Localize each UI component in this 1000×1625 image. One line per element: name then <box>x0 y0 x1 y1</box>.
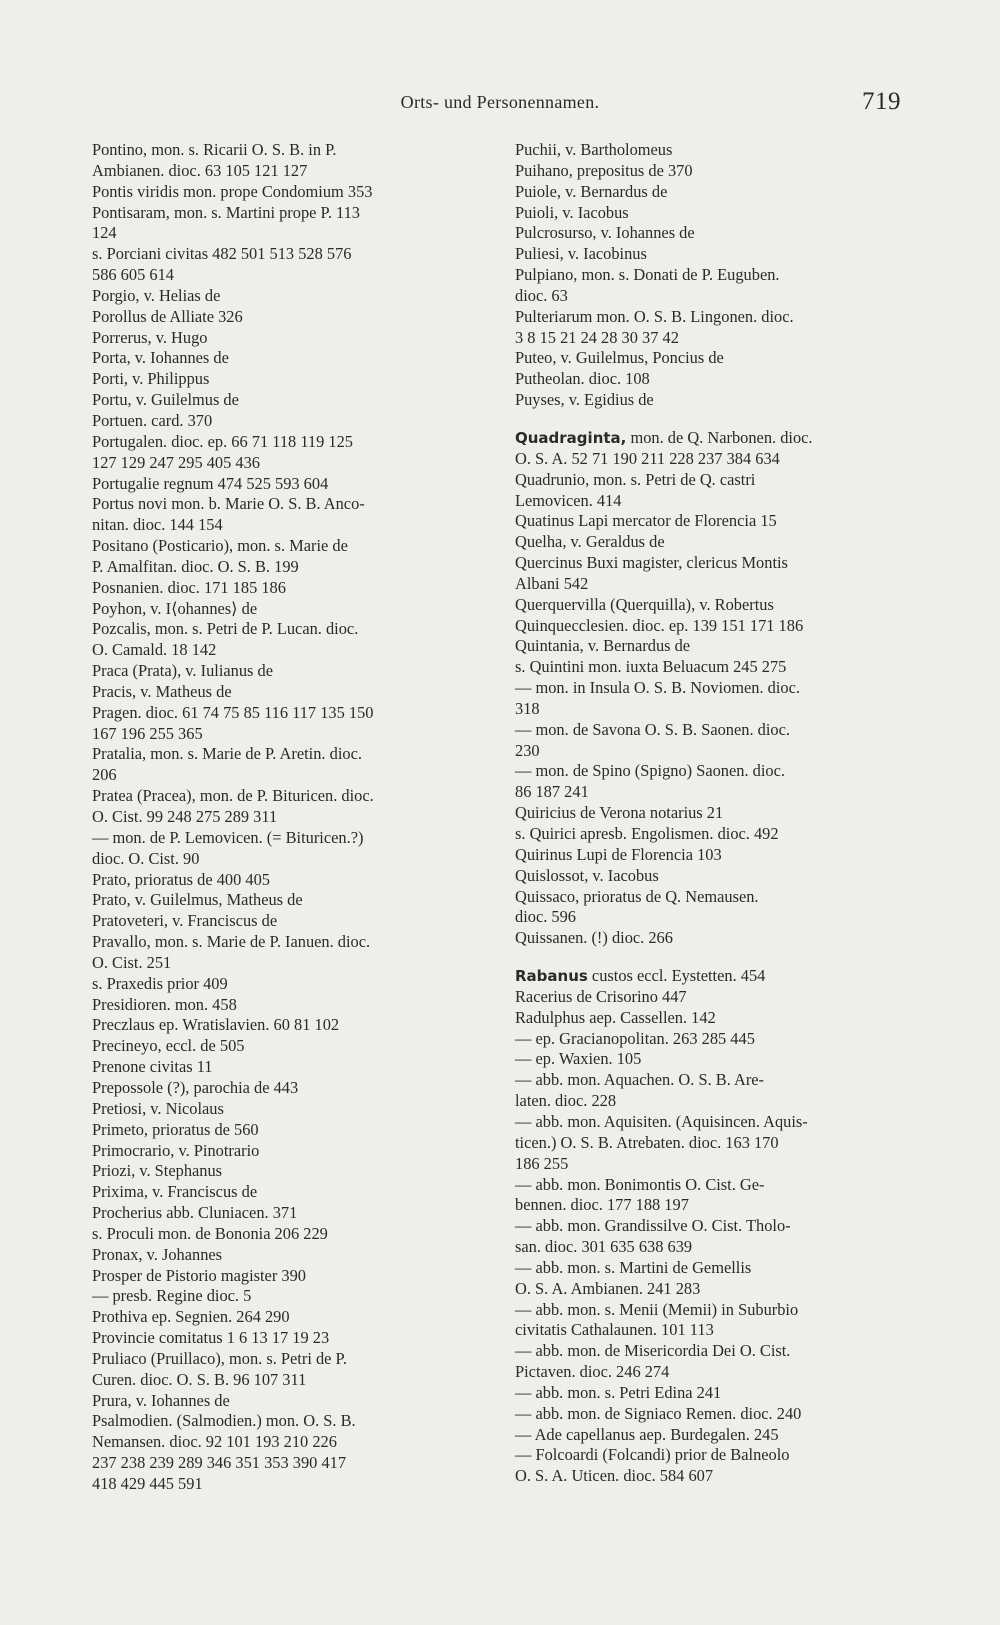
index-entry-line: dioc. 63 <box>515 285 568 305</box>
index-entry-line: Nemansen. dioc. 92 101 193 210 226 <box>92 1432 337 1452</box>
index-entry-line: Quiricius de Verona notarius 21 <box>515 803 724 823</box>
index-entry-line: s. Proculi mon. de Bononia 206 229 <box>92 1223 328 1243</box>
index-entry-line: — ep. Gracianopolitan. 263 285 445 <box>515 1028 755 1048</box>
index-entry <box>515 803 913 824</box>
index-entry <box>515 307 913 349</box>
page-number: 719 <box>862 88 901 115</box>
index-entry-line <box>515 966 913 987</box>
index-entry-line: Quirinus Lupi de Florencia 103 <box>515 844 722 864</box>
index-entry <box>515 720 913 762</box>
index-entry <box>92 1036 502 1057</box>
index-entry <box>92 661 502 682</box>
index-entry-line: dioc. O. Cist. 90 <box>92 848 200 868</box>
index-entry <box>515 1258 913 1300</box>
index-entry <box>92 1120 502 1141</box>
index-entry-line: Pontisaram, mon. s. Martini prope P. 113 <box>92 202 361 222</box>
index-entry-line: Primocrario, v. Pinotrario <box>92 1140 260 1160</box>
index-entry <box>92 1245 502 1266</box>
index-entry-line: Porti, v. Philippus <box>92 369 210 389</box>
index-entry <box>92 1182 502 1203</box>
index-entry <box>92 890 502 911</box>
index-entry-line: Prothiva ep. Segnien. 264 290 <box>92 1307 290 1327</box>
index-entry-line: Pragen. dioc. 61 74 75 85 116 117 135 150 <box>92 702 374 722</box>
index-entry-line: dioc. 596 <box>515 907 577 927</box>
index-entry-line: — mon. de P. Lemovicen. (= Bituricen.?) <box>92 827 364 847</box>
index-entry <box>92 1286 502 1307</box>
index-entry-line: Pratoveteri, v. Franciscus de <box>92 911 278 931</box>
index-entry <box>515 1112 913 1175</box>
index-entry <box>515 265 913 307</box>
index-entry <box>515 987 913 1008</box>
index-entry-line: — abb. mon. s. Menii (Memii) in Suburbio <box>515 1299 799 1319</box>
index-entry <box>92 432 502 474</box>
index-entry-line: Curen. dioc. O. S. B. 96 107 311 <box>92 1369 307 1389</box>
index-entry <box>515 203 913 224</box>
index-entry <box>92 1057 502 1078</box>
index-entry-line: s. Praxedis prior 409 <box>92 973 228 993</box>
index-entry-line: Porollus de Alliate 326 <box>92 306 243 326</box>
index-entry-line: Prepossole (?), parochia de 443 <box>92 1077 299 1097</box>
index-entry-text: custos eccl. Eystetten. 454 <box>587 966 766 986</box>
index-entry-line: 206 <box>92 765 117 785</box>
index-entry <box>92 536 502 578</box>
index-entry-line: 230 <box>515 740 540 760</box>
index-entry <box>92 932 502 974</box>
index-entry <box>92 203 502 245</box>
index-entry-line: 86 187 241 <box>515 782 589 802</box>
index-entry-line: Psalmodien. (Salmodien.) mon. O. S. B. <box>92 1411 356 1431</box>
index-entry <box>515 1216 913 1258</box>
index-column-left <box>92 140 502 1495</box>
index-entry <box>515 428 913 470</box>
index-entry <box>92 578 502 599</box>
index-entry-line: — abb. mon. Aquachen. O. S. B. Are- <box>515 1070 765 1090</box>
index-entry-line: Prenone civitas 11 <box>92 1057 213 1077</box>
index-entry-line: — Ade capellanus aep. Burdegalen. 245 <box>515 1424 779 1444</box>
index-entry <box>92 870 502 891</box>
index-entry-line: 186 255 <box>515 1153 569 1173</box>
index-entry-line: san. dioc. 301 635 638 639 <box>515 1237 693 1257</box>
index-entry-line: Radulphus aep. Cassellen. 142 <box>515 1007 716 1027</box>
index-entry-line: Quadrunio, mon. s. Petri de Q. castri <box>515 469 756 489</box>
index-entry <box>515 553 913 595</box>
index-entry <box>515 161 913 182</box>
index-entry-line: Ambianen. dioc. 63 105 121 127 <box>92 160 308 180</box>
index-entry-line: — mon. de Spino (Spigno) Saonen. dioc. <box>515 761 785 781</box>
index-entry <box>92 1099 502 1120</box>
index-entry <box>92 1307 502 1328</box>
index-entry-line: Puteo, v. Guilelmus, Poncius de <box>515 348 724 368</box>
index-entry <box>515 1300 913 1342</box>
index-entry <box>515 761 913 803</box>
index-entry-line: Poyhon, v. I⟨ohannes⟩ de <box>92 598 258 618</box>
index-entry <box>92 1141 502 1162</box>
index-entry <box>515 616 913 637</box>
index-entry-line: Putheolan. dioc. 108 <box>515 369 650 389</box>
index-entry <box>515 369 913 390</box>
index-entry-line: civitatis Cathalaunen. 101 113 <box>515 1320 714 1340</box>
index-entry-line <box>515 427 913 449</box>
index-entry-line: s. Porciani civitas 482 501 513 528 576 <box>92 244 352 264</box>
index-entry-line: Puliesi, v. Iacobinus <box>515 244 647 264</box>
index-entry <box>515 470 913 512</box>
index-entry-line: Puchii, v. Bartholomeus <box>515 140 673 159</box>
index-entry-line: Albani 542 <box>515 573 589 593</box>
index-entry <box>515 244 913 265</box>
letter-section-headword: Quadraginta, <box>515 428 627 447</box>
index-entry <box>515 1341 913 1383</box>
index-entry-line: — abb. mon. de Misericordia Dei O. Cist. <box>515 1341 791 1361</box>
index-entry <box>515 1008 913 1029</box>
index-entry <box>515 348 913 369</box>
index-entry-line: Pronax, v. Johannes <box>92 1244 223 1264</box>
index-entry <box>515 824 913 845</box>
index-entry-line: O. S. A. 52 71 190 211 228 237 384 634 <box>515 448 780 468</box>
index-entry-line: Prura, v. Iohannes de <box>92 1390 230 1410</box>
index-entry-line: ticen.) O. S. B. Atrebaten. dioc. 163 170 <box>515 1132 779 1152</box>
index-entry-line: laten. dioc. 228 <box>515 1091 617 1111</box>
index-entry <box>515 532 913 553</box>
index-entry <box>92 1224 502 1245</box>
index-entry-line: Racerius de Crisorino 447 <box>515 986 687 1006</box>
index-entry-line: Prixima, v. Franciscus de <box>92 1182 258 1202</box>
index-entry-line: Prosper de Pistorio magister 390 <box>92 1265 306 1285</box>
index-entry-line: Precineyo, eccl. de 505 <box>92 1036 245 1056</box>
index-entry-line: O. S. A. Ambianen. 241 283 <box>515 1278 701 1298</box>
index-entry-line: Puioli, v. Iacobus <box>515 202 629 222</box>
index-entry-line: s. Quirici apresb. Engolismen. dioc. 492 <box>515 824 779 843</box>
index-entry-line: Positano (Posticario), mon. s. Marie de <box>92 536 348 556</box>
index-entry-line: — abb. mon. Aquisiten. (Aquisincen. Aquis- <box>515 1111 808 1131</box>
index-entry <box>92 744 502 786</box>
index-entry <box>92 494 502 536</box>
index-entry-line: Quelha, v. Geraldus de <box>515 532 665 552</box>
index-entry <box>92 1391 502 1412</box>
index-entry-line: 127 129 247 295 405 436 <box>92 452 261 472</box>
index-entry-line: Pretiosi, v. Nicolaus <box>92 1098 224 1118</box>
index-entry-line: Porta, v. Iohannes de <box>92 348 229 368</box>
index-entry-line: 3 8 15 21 24 28 30 37 42 <box>515 327 679 347</box>
index-entry <box>92 682 502 703</box>
index-entry-line: Quissanen. (!) dioc. 266 <box>515 928 673 948</box>
index-entry-line: O. Cist. 99 248 275 289 311 <box>92 807 278 826</box>
index-entry <box>515 1445 913 1487</box>
index-entry <box>92 995 502 1016</box>
index-entry <box>515 928 913 949</box>
index-entry-line: — presb. Regine dioc. 5 <box>92 1286 252 1306</box>
index-entry-line: Portugalie regnum 474 525 593 604 <box>92 473 329 493</box>
index-entry-line: Puyses, v. Egidius de <box>515 390 654 410</box>
index-entry <box>515 636 913 657</box>
index-entry-line: Pracis, v. Matheus de <box>92 681 232 701</box>
index-entry-line: Prato, v. Guilelmus, Matheus de <box>92 890 303 910</box>
index-entry-line: Portu, v. Guilelmus de <box>92 390 239 410</box>
running-header: Orts- und Personennamen. <box>400 92 600 112</box>
index-column-right <box>515 140 913 1487</box>
index-entry-line: Posnanien. dioc. 171 185 186 <box>92 577 286 597</box>
index-entry <box>92 1411 502 1494</box>
index-entry <box>92 411 502 432</box>
index-entry <box>92 369 502 390</box>
index-entry <box>92 786 502 828</box>
index-entry-line: — mon. de Savona O. S. B. Saonen. dioc. <box>515 719 790 739</box>
index-entry <box>515 887 913 929</box>
index-entry-line: Pictaven. dioc. 246 274 <box>515 1362 670 1382</box>
index-entry <box>92 1349 502 1391</box>
index-entry <box>92 1266 502 1287</box>
index-entry <box>92 307 502 328</box>
index-entry <box>92 599 502 620</box>
index-entry-line: Quislossot, v. Iacobus <box>515 865 659 885</box>
index-entry <box>515 866 913 887</box>
index-entry <box>92 244 502 286</box>
index-entry-line: 318 <box>515 698 540 718</box>
index-entry-line: P. Amalfitan. dioc. O. S. B. 199 <box>92 556 299 576</box>
index-entry <box>92 1161 502 1182</box>
index-entry-line: — ep. Waxien. 105 <box>515 1049 642 1069</box>
index-entry <box>515 845 913 866</box>
index-entry <box>92 703 502 745</box>
index-entry <box>515 657 913 678</box>
index-entry <box>92 328 502 349</box>
index-entry-line: Puiole, v. Bernardus de <box>515 181 668 201</box>
index-entry-line: Porrerus, v. Hugo <box>92 327 208 347</box>
index-entry-line: Pontino, mon. s. Ricarii O. S. B. in P. <box>92 140 337 159</box>
index-entry <box>515 1425 913 1446</box>
index-entry <box>92 1203 502 1224</box>
index-entry-line: Priozi, v. Stephanus <box>92 1161 223 1181</box>
index-entry-line: s. Quintini mon. iuxta Beluacum 245 275 <box>515 657 787 677</box>
index-entry <box>515 1383 913 1404</box>
index-entry-line: Querquervilla (Querquilla), v. Robertus <box>515 594 774 614</box>
index-entry-line: Quintania, v. Bernardus de <box>515 636 691 656</box>
index-entry <box>92 1015 502 1036</box>
index-entry-line: Pulpiano, mon. s. Donati de P. Euguben. <box>515 265 780 285</box>
index-entry-line: 167 196 255 365 <box>92 723 203 743</box>
index-entry <box>92 828 502 870</box>
index-entry-line: — mon. in Insula O. S. B. Noviomen. dioc. <box>515 678 801 698</box>
index-entry-line: O. Camald. 18 142 <box>92 640 217 660</box>
index-entry <box>92 474 502 495</box>
index-entry-line: Procherius abb. Cluniacen. 371 <box>92 1203 298 1223</box>
index-entry <box>515 966 913 987</box>
index-entry-line: — abb. mon. s. Petri Edina 241 <box>515 1382 722 1402</box>
index-entry-line: Prato, prioratus de 400 405 <box>92 869 270 889</box>
index-entry-line: Praca (Prata), v. Iulianus de <box>92 661 273 681</box>
index-entry-line: Pulteriarum mon. O. S. B. Lingonen. dioc. <box>515 306 794 326</box>
index-entry-line: — abb. mon. Bonimontis O. Cist. Ge- <box>515 1174 765 1194</box>
index-entry <box>515 678 913 720</box>
index-entry-line: Pratea (Pracea), mon. de P. Bituricen. dioc. <box>92 786 374 806</box>
index-entry <box>515 1070 913 1112</box>
index-entry-line: Pruliaco (Pruillaco), mon. s. Petri de P. <box>92 1348 347 1368</box>
index-entry <box>515 1175 913 1217</box>
index-entry-line: 586 605 614 <box>92 265 174 285</box>
index-entry-line: O. S. A. Uticen. dioc. 584 607 <box>515 1466 714 1486</box>
index-entry-line: Quissaco, prioratus de Q. Nemausen. <box>515 886 759 906</box>
letter-section-headword: Rabanus <box>515 967 588 986</box>
index-entry <box>92 1078 502 1099</box>
index-entry-line: 237 238 239 289 346 351 353 390 417 <box>92 1453 347 1473</box>
index-entry <box>92 1328 502 1349</box>
index-entry <box>515 595 913 616</box>
index-entry-line: Quatinus Lapi mercator de Florencia 15 <box>515 511 777 531</box>
index-entry-line: — abb. mon. de Signiaco Remen. dioc. 240 <box>515 1403 802 1423</box>
index-entry <box>92 974 502 995</box>
index-entry-line: Pozcalis, mon. s. Petri de P. Lucan. dioc. <box>92 619 359 639</box>
index-entry-line: Pravallo, mon. s. Marie de P. Ianuen. dioc. <box>92 932 371 952</box>
index-entry-line: Provincie comitatus 1 6 13 17 19 23 <box>92 1328 330 1348</box>
index-entry-line: Quercinus Buxi magister, clericus Montis <box>515 553 788 573</box>
index-entry <box>515 223 913 244</box>
index-entry-line: 418 429 445 591 <box>92 1474 203 1493</box>
index-entry <box>515 1404 913 1425</box>
index-entry-line: Porgio, v. Helias de <box>92 285 221 305</box>
index-entry-line: Portuen. card. 370 <box>92 410 213 430</box>
index-entry <box>92 140 502 182</box>
index-entry <box>92 286 502 307</box>
index-entry-line: nitan. dioc. 144 154 <box>92 515 223 535</box>
index-entry-line: Pontis viridis mon. prope Condomium 353 <box>92 181 373 201</box>
index-entry-line: Quinquecclesien. dioc. ep. 139 151 171 186 <box>515 615 804 635</box>
index-entry-line: Preczlaus ep. Wratislavien. 60 81 102 <box>92 1015 340 1035</box>
index-entry <box>92 911 502 932</box>
index-entry-line: Portugalen. dioc. ep. 66 71 118 119 125 <box>92 431 354 451</box>
index-entry-text: mon. de Q. Narbonen. dioc. <box>626 427 813 447</box>
index-entry-line: O. Cist. 251 <box>92 952 172 972</box>
index-entry-line: Portus novi mon. b. Marie O. S. B. Anco- <box>92 494 365 514</box>
index-entry-line: — abb. mon. Grandissilve O. Cist. Tholo- <box>515 1216 791 1236</box>
index-entry-line: Puihano, prepositus de 370 <box>515 160 693 180</box>
index-entry <box>92 619 502 661</box>
index-entry <box>92 390 502 411</box>
index-entry-line: Pratalia, mon. s. Marie de P. Aretin. dioc. <box>92 744 362 764</box>
index-entry-line: Primeto, prioratus de 560 <box>92 1119 259 1139</box>
index-entry-line: Pulcrosurso, v. Iohannes de <box>515 223 695 243</box>
index-entry <box>515 1049 913 1070</box>
index-entry <box>515 182 913 203</box>
index-entry-line: Presidioren. mon. 458 <box>92 994 237 1014</box>
index-entry-line: Lemovicen. 414 <box>515 490 622 510</box>
index-entry <box>515 140 913 161</box>
index-entry <box>515 511 913 532</box>
index-entry-line: — abb. mon. s. Martini de Gemellis <box>515 1257 752 1277</box>
index-entry <box>515 390 913 411</box>
index-entry <box>515 1029 913 1050</box>
index-entry <box>92 348 502 369</box>
index-entry-line: — Folcoardi (Folcandi) prior de Balneolo <box>515 1445 790 1465</box>
index-entry <box>92 182 502 203</box>
index-entry-line: bennen. dioc. 177 188 197 <box>515 1195 689 1215</box>
index-entry-line: 124 <box>92 223 117 243</box>
